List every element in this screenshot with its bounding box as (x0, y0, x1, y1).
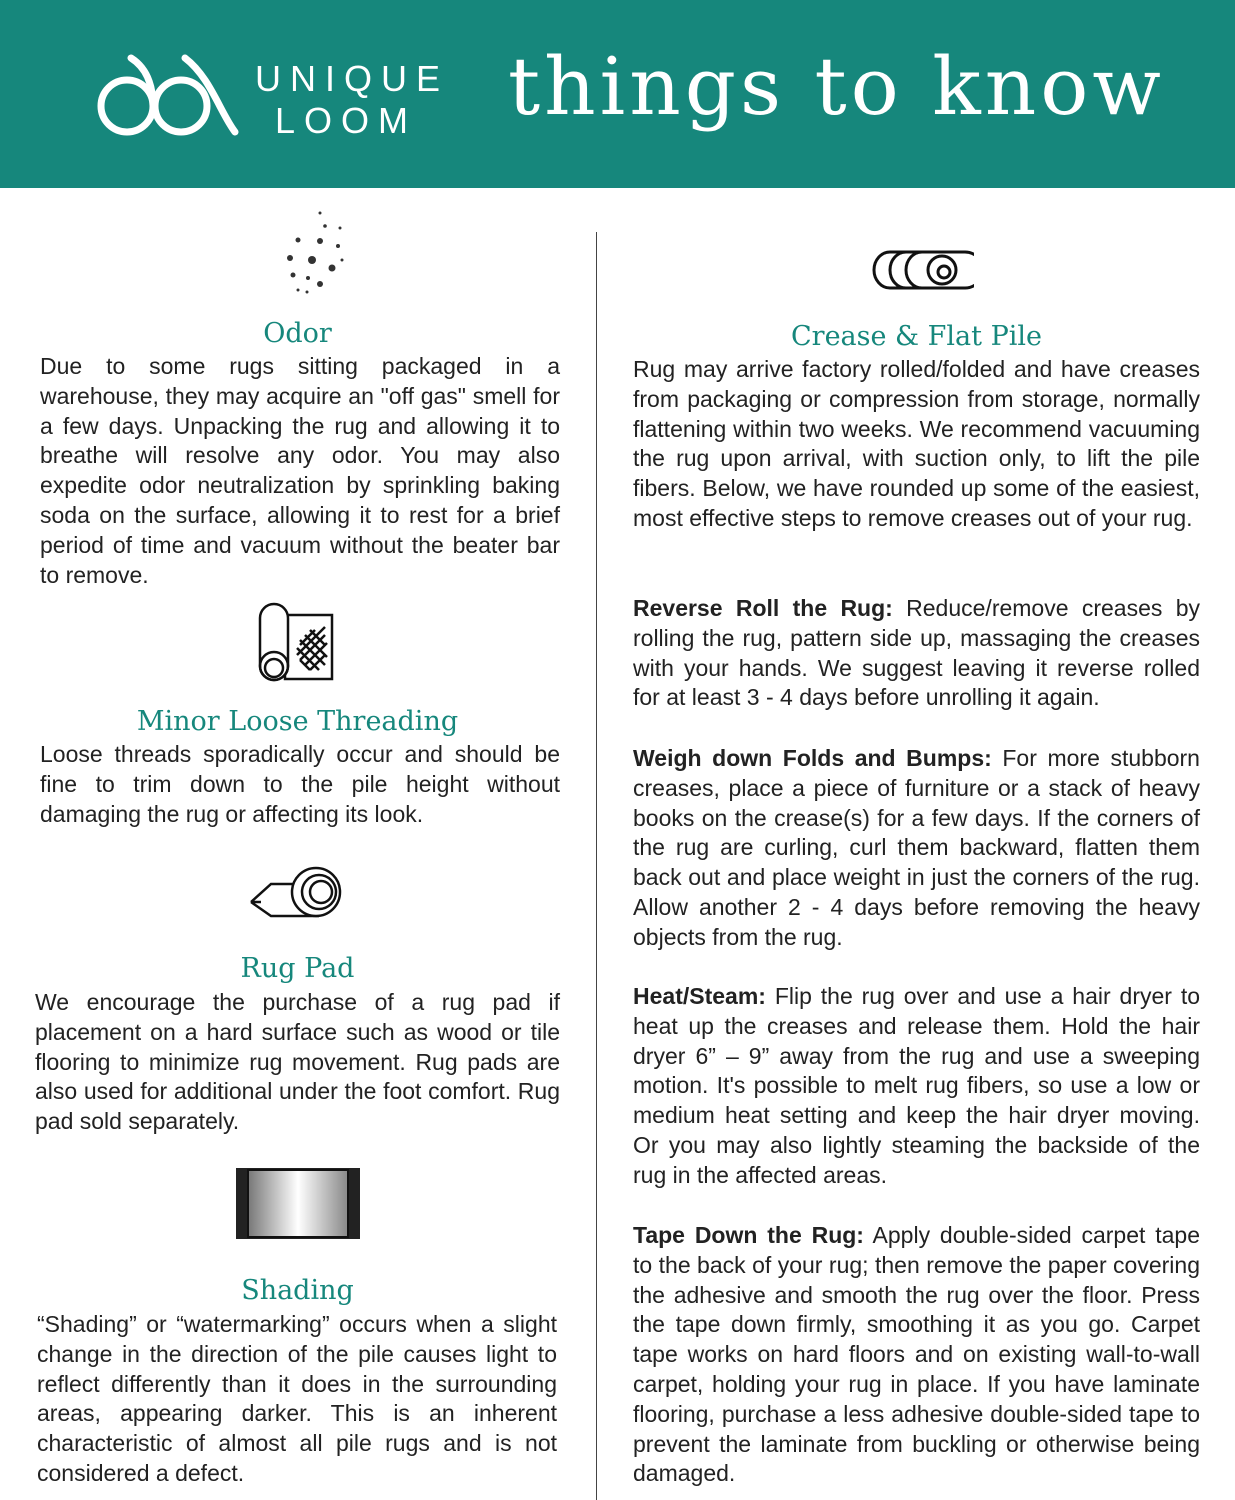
dots-odor-icon (280, 208, 350, 298)
crease-roll-icon (870, 248, 974, 292)
brand-name-line1: UNIQUE (255, 58, 450, 99)
tip-heat-steam (633, 982, 1200, 1191)
tip-text: Reduce/remove creases by rolling the rug, pattern side up, massaging the creases with your hands. We suggest leaving it reverse rolled for at least 3 - 4 days before unrolling it again. (633, 595, 1201, 711)
section-title-rug-pad: Rug Pad (240, 953, 355, 984)
section-text-crease-intro: Rug may arrive factory rolled/folded and have creases from packaging or compression from storage, normally flattening within two weeks. We recommend vacuuming the rug upon arrival, with suction only, to lift the pile fibers. Below, we have rounded up some of the easiest, most effective steps to remove creases out of your rug. (633, 356, 1200, 531)
shaded-rug-icon (234, 1166, 362, 1241)
brand-name-line2: LOOM (275, 100, 418, 141)
tip-text: Apply double-sided carpet tape to the back of your rug; then remove the paper covering the adhesive and smooth the rug over the floor. Press the tape down firmly, smoothing it as you go. Carpet tape works on hard floors and on existing wall-to-wall carpet, holding your rug in place. If you have laminate flooring, purchase a less adhesive double-sided tape to prevent the laminate from buckling or otherwise being damaged. (633, 1222, 1200, 1487)
header-banner (0, 0, 1235, 188)
tip-label: Weigh down Folds and Bumps: (633, 745, 992, 771)
section-text-threading: Loose threads sporadically occur and should be fine to trim down to the pile height without damaging the rug or affecting its look. (40, 741, 560, 827)
section-title-threading: Minor Loose Threading (136, 706, 459, 737)
section-title-crease: Crease & Flat Pile (791, 321, 1042, 352)
section-text-rug-pad: We encourage the purchase of a rug pad if placement on a hard surface such as wood or tile flooring to minimize rug movement. Rug pads are also used for additional under the foot comfort. Rug pad sold separately. (35, 989, 560, 1135)
rolled-rug-threads-icon (255, 600, 337, 685)
tip-label: Heat/Steam: (633, 983, 766, 1009)
section-title-shading: Shading (241, 1275, 354, 1306)
page-title: things to know (508, 40, 1165, 133)
tip-label: Tape Down the Rug: (633, 1222, 864, 1248)
unique-loom-logo-icon (95, 52, 240, 140)
tip-tape-down (633, 1221, 1200, 1489)
tip-weigh-down (633, 744, 1200, 953)
tip-text: For more stubborn creases, place a piece of furniture or a stack of heavy books on the crease(s) for a few days. If the corners of the rug are curling, curl them backward, flatten them back out and place weight in just the corners of the rug. Allow another 2 - 4 days before removing the heavy objects from the rug. (633, 745, 1200, 950)
section-text-odor: Due to some rugs sitting packaged in a warehouse, they may acquire an "off gas" smell for a few days. Unpacking the rug and allowing it to breathe will resolve any odor. You may also expedite odor neutralization by sprinkling baking soda on the surface, allowing it to rest for a brief period of time and vacuum without the beater bar to remove. (40, 353, 560, 588)
tip-reverse-roll (633, 594, 1200, 713)
rug-pad-roll-icon (246, 862, 346, 922)
tip-text: Flip the rug over and use a hair dryer to heat up the creases and release them. Hold the hair dryer 6” – 9” away from the rug and use a sweeping motion. It's possible to melt rug fibers, so use a low or medium heat setting and keep the hair dryer moving. Or you may also lightly steaming the backside of the rug in the affected areas. (633, 983, 1200, 1188)
section-text-shading: “Shading” or “watermarking” occurs when a slight change in the direction of the pile causes light to reflect differently than it does in the surrounding areas, appearing darker. This is an inherent characteristic of almost all pile rugs and is not considered a defect. (37, 1311, 557, 1486)
column-divider (596, 232, 597, 1500)
tip-label: Reverse Roll the Rug: (633, 595, 893, 621)
section-title-odor: Odor (263, 318, 332, 349)
